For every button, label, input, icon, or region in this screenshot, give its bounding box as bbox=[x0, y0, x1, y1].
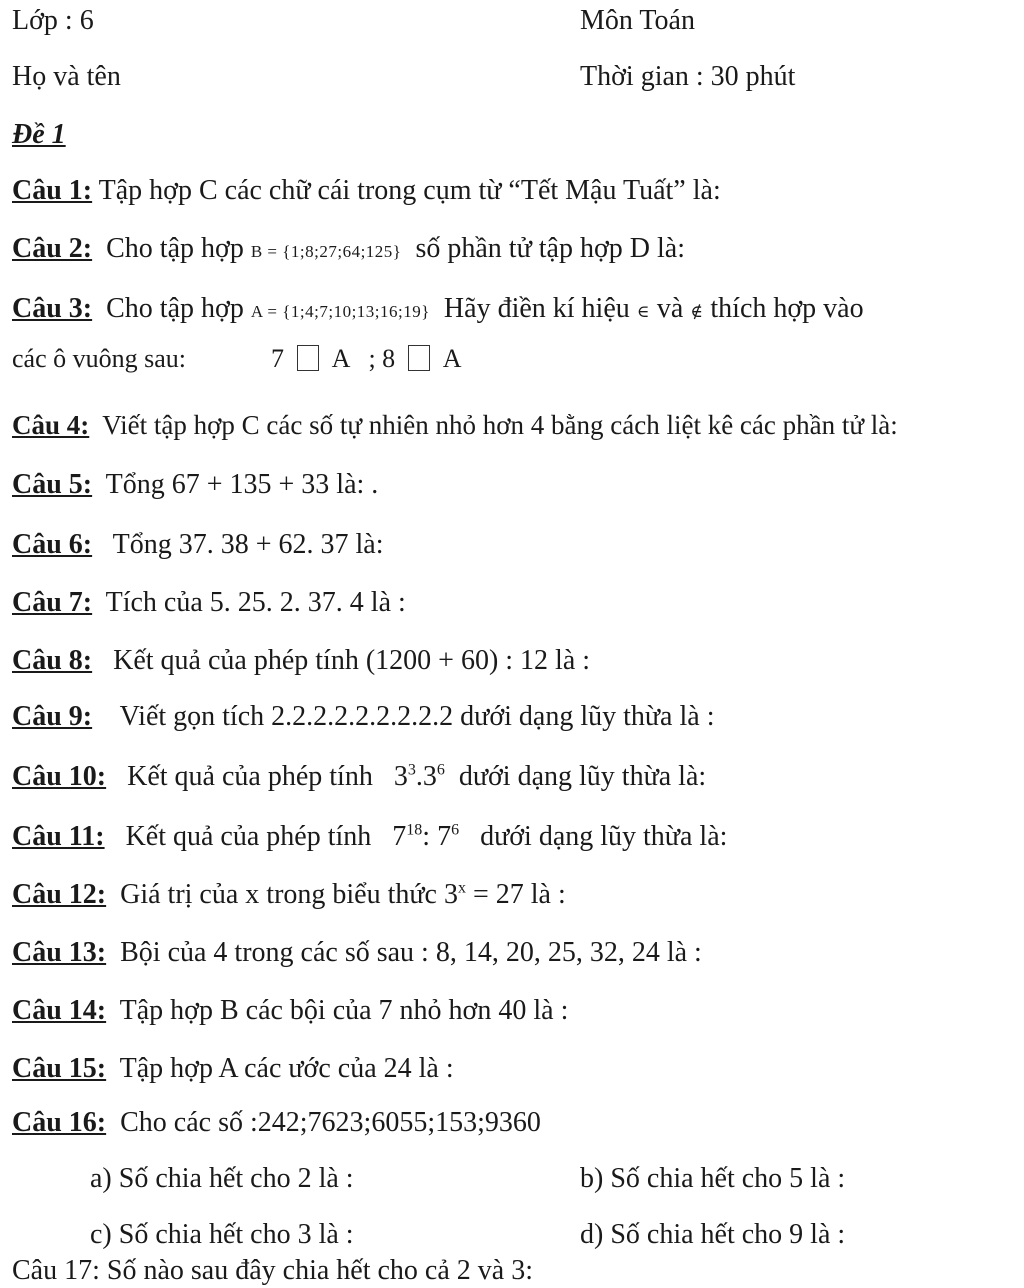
question-text: Bội của 4 trong các số sau : 8, 14, 20, 25, 32, 24 là : bbox=[120, 937, 702, 968]
power-expression: $7^{18}$: $7^6$ bbox=[392, 821, 460, 852]
element-of-symbol: ∈ bbox=[636, 302, 650, 321]
class-label: Lớp : 6 bbox=[12, 5, 94, 36]
question-8 bbox=[12, 644, 590, 678]
question-label: Câu 11: bbox=[12, 821, 105, 852]
question-3 bbox=[12, 292, 864, 329]
question-text: Cho tập hợp bbox=[106, 233, 244, 264]
question-label: Câu 1: bbox=[12, 175, 93, 206]
question-text: Tổng 67 + 135 + 33 là: . bbox=[105, 469, 379, 500]
question-15 bbox=[12, 1052, 454, 1086]
question-text: Viết tập hợp C các số tự nhiên nhỏ hơn 4 bằng cách liệt kê các phần tử là: bbox=[102, 410, 898, 440]
power-expression: 3$^x$ bbox=[443, 879, 466, 910]
question-text: Giá trị của x trong biểu thức bbox=[120, 879, 437, 910]
blank-number: 7 bbox=[271, 344, 285, 373]
question-text: các ô vuông sau: bbox=[12, 344, 187, 373]
set-notation: B = {1;8;27;64;125} bbox=[250, 242, 402, 261]
q16-part-d: d) Số chia hết cho 9 là : bbox=[580, 1219, 846, 1250]
question-label: Câu 10: bbox=[12, 761, 107, 792]
question-13 bbox=[12, 936, 702, 970]
question-text: Kết quả của phép tính (1200 + 60) : 12 là : bbox=[113, 645, 591, 676]
question-label: Câu 4: bbox=[12, 410, 90, 440]
question-label: Câu 7: bbox=[12, 587, 93, 618]
question-1 bbox=[12, 174, 721, 208]
question-12 bbox=[12, 878, 566, 912]
question-3-line-2 bbox=[12, 342, 462, 376]
question-label: Câu 3: bbox=[12, 293, 93, 324]
question-14 bbox=[12, 994, 568, 1028]
question-text: Hãy điền kí hiệu bbox=[443, 293, 630, 324]
question-text: và bbox=[656, 293, 684, 324]
question-label: Câu 14: bbox=[12, 995, 107, 1026]
question-text: Cho tập hợp bbox=[106, 293, 244, 324]
question-text: Tập hợp B các bội của 7 nhỏ hơn 40 là : bbox=[119, 995, 569, 1026]
name-label: Họ và tên bbox=[12, 61, 121, 92]
question-text: Tích của 5. 25. 2. 37. 4 là : bbox=[105, 587, 406, 618]
power-expression: $3^3.3^6$ bbox=[393, 761, 445, 792]
question-text: dưới dạng lũy thừa là: bbox=[480, 821, 728, 852]
cutoff-line-clip bbox=[0, 1255, 1024, 1286]
question-label: Câu 6: bbox=[12, 529, 93, 560]
question-label: Câu 9: bbox=[12, 701, 93, 732]
question-label: Câu 2: bbox=[12, 233, 93, 264]
question-text: dưới dạng lũy thừa là: bbox=[458, 761, 707, 792]
question-text: Kết quả của phép tính bbox=[127, 761, 373, 792]
subject-label: Môn Toán bbox=[580, 5, 695, 36]
question-text: thích hợp vào bbox=[710, 293, 864, 324]
q16-part-b: b) Số chia hết cho 5 là : bbox=[580, 1163, 846, 1194]
question-text: số phần tử tập hợp D là: bbox=[415, 233, 685, 264]
question-text: Tổng 37. 38 + 62. 37 là: bbox=[112, 529, 384, 560]
answer-box[interactable] bbox=[408, 345, 430, 371]
q16-part-c: c) Số chia hết cho 3 là : bbox=[90, 1219, 354, 1250]
question-2 bbox=[12, 232, 685, 269]
q16-part-a: a) Số chia hết cho 2 là : bbox=[90, 1163, 354, 1194]
question-text: Kết quả của phép tính bbox=[125, 821, 372, 852]
question-text: Tập hợp A các ước của 24 là : bbox=[119, 1053, 454, 1084]
blank-number: ; 8 bbox=[368, 344, 396, 373]
set-name: A bbox=[331, 344, 349, 373]
question-16 bbox=[12, 1106, 541, 1140]
question-7 bbox=[12, 586, 406, 620]
question-label: Câu 15: bbox=[12, 1053, 107, 1084]
not-element-of-symbol: ∉ bbox=[690, 302, 704, 321]
question-10 bbox=[12, 760, 706, 794]
question-label: Câu 8: bbox=[12, 645, 93, 676]
question-label: Câu 12: bbox=[12, 879, 107, 910]
time-label: Thời gian : 30 phút bbox=[580, 61, 796, 92]
set-name: A bbox=[442, 344, 462, 373]
question-text: = 27 là : bbox=[472, 879, 566, 910]
question-text: Cho các số :242;7623;6055;153;9360 bbox=[120, 1107, 541, 1138]
cutoff-line-text: Câu 17: Số nào sau đây chia hết cho cả 2 và 3: bbox=[12, 1255, 533, 1286]
question-text: Viết gọn tích 2.2.2.2.2.2.2.2.2 dưới dạng lũy thừa là : bbox=[119, 701, 715, 732]
question-label: Câu 13: bbox=[12, 937, 107, 968]
question-label: Câu 5: bbox=[12, 469, 93, 500]
exam-title: Đề 1 bbox=[12, 119, 66, 150]
question-4 bbox=[12, 408, 898, 442]
question-11 bbox=[12, 820, 727, 854]
question-label: Câu 16: bbox=[12, 1107, 107, 1138]
question-9 bbox=[12, 700, 714, 734]
answer-box[interactable] bbox=[297, 345, 319, 371]
set-notation: A = {1;4;7;10;13;16;19} bbox=[250, 302, 430, 321]
question-5 bbox=[12, 468, 378, 502]
question-6 bbox=[12, 528, 384, 562]
question-text: Tập hợp C các chữ cái trong cụm từ “Tết Mậu Tuất” là: bbox=[98, 175, 721, 206]
